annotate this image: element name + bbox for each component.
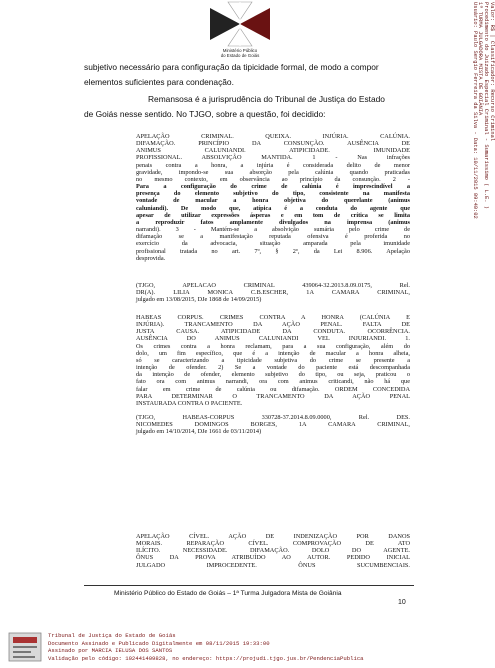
citation-line: julgado em 13/08/2015, DJe 1868 de 14/09/2015) — [136, 296, 262, 304]
stamp-line-3: 1ª TURMA JULGADORA MISTA DE GOIÂNIA — [477, 2, 484, 116]
quote-block-1 — [136, 133, 410, 262]
quote-line: AUSÊNCIA DO ANIMUS CALUNIANDI VEL INJURIANDI. 1. — [136, 335, 410, 343]
quote-line: JUSTA CAUSA. ATIPICIDADE DA CONDUTA. OCORRÊNCIA. — [136, 328, 410, 336]
quote-line: MORAIS. REPARAÇÃO CÍVEL. COMPROVAÇÃO DE ATO — [136, 540, 410, 548]
quote-line: ANIMUS CALUNIANDI. ATIPICIDADE. IMUNIDADE — [136, 147, 410, 155]
logo-caption-line1: Ministério Público — [222, 48, 258, 53]
quote-line: APELAÇÃO CÍVEL. AÇÃO DE INDENIZAÇÃO POR DANOS — [136, 533, 410, 540]
citation-line: (TJGO, APELACAO CRIMINAL 439064-32.2013.8.09.0175, Rel. — [136, 282, 410, 289]
signature-line-4: Validação pelo código: 102441409828, no endereço: https://projudi.tjgo.jus.br/PendenciaPublica — [48, 654, 364, 662]
quote-line: Os crimes contra a honra reclamam, para a sua configuração, além do — [136, 342, 410, 350]
quote-line: DIFAMAÇÃO. PRINCÍPIO DA CONSUNÇÃO. AUSÊNCIA DE — [136, 140, 410, 148]
quote-line: presença do elemento subjetivo do tipo, consistente na manifesta — [136, 190, 410, 198]
intro-line-1: subjetivo necessário para configuração da tipicidade formal, de modo a compor — [84, 62, 379, 72]
quote-line: JULGADO IMPROCEDENTE. ÔNUS SUCUMBENCIAIS. — [136, 561, 410, 569]
quote-line: HABEAS CORPUS. CRIMES CONTRA A HONRA (CALÚNIA E — [136, 314, 410, 321]
quote-line: PARA DETERMINAR O TRANCAMENTO DA AÇÃO PENAL — [136, 392, 410, 400]
quote-line: dolo, um fim específico, que é a intenção de macular a honra alheia, — [136, 349, 410, 357]
logo-caption-line2: do Estado de Goiás — [220, 53, 260, 58]
quote-line: apesar de utilizar expressões ásperas e em tom de crítica se limita — [136, 211, 410, 219]
signature-line-3: Assinado por MARCIA IELUSA DOS SANTOS — [48, 647, 173, 655]
vertical-stamp — [471, 2, 495, 322]
citation-line: (TJGO, HABEAS-CORPUS 330728-37.2014.8.09.0000, Rel. DES. — [136, 414, 410, 422]
ministerio-publico-logo — [204, 2, 276, 46]
intro-line-3: Remansosa é a jurisprudência do Tribunal de Justiça do Estado — [148, 94, 385, 104]
quote-line: caluniandi). De modo que, atípica é a conduta do agente que — [136, 204, 410, 212]
spacer — [136, 407, 410, 414]
quote-block-3 — [136, 533, 410, 569]
quote-line: vontade de macular a honra objetiva do querelante (animus — [136, 197, 410, 205]
quote-line: narrandi). 3 - Mantém-se a absolvição sumária pelo crime de — [136, 226, 410, 234]
footer-text: Ministério Público do Estado de Goiás – 1ª Turma Julgadora Mista de Goiânia — [114, 590, 342, 597]
quote-line: a reproduzir fatos amplamente divulgados na imprensa (animus — [136, 218, 410, 226]
quote-line: só se caracterizando a tipicidade subjetiva do crime se presente a — [136, 356, 410, 364]
quote-line: Para a configuração do crime de calúnia é imprescindível a — [136, 183, 410, 191]
page-number: 10 — [398, 599, 406, 606]
logo-caption — [204, 48, 276, 58]
signature-line-1: Tribunal de Justiça do Estado de Goiás — [48, 632, 176, 639]
quote-line: penais contra a honra, a injúria é considerada delito de menor — [136, 161, 410, 169]
quote-line: exercício da advocacia, situação amparada pela imunidade — [136, 240, 410, 248]
stamp-line-4: Usuário: Paulo Sergio Ferreira da Silva - Data: 10/11/2015 09:40:02 — [471, 2, 478, 219]
quote-line: APELAÇÃO CRIMINAL. QUEIXA. INJÚRIA. CALÚNIA. — [136, 133, 410, 140]
quote-line: no mesmo contexto, em observância ao princípio da consunção. 2 - — [136, 175, 410, 183]
citation-line: NICOMEDES DOMINGOS BORGES, 1A CAMARA CRIMINAL, — [136, 421, 410, 429]
quote-line: profissional tratada no art. 7º, § 2º, da Lei 8.906. Apelação — [136, 247, 410, 255]
footer-divider — [84, 585, 414, 586]
intro-line-2: elementos suficientes para condenação. — [84, 77, 234, 87]
quote-line: falar em crime de calúnia ou difamação. ORDEM CONCEDIDA — [136, 385, 410, 393]
quote-line: ILÍCITO. NECESSIDADE. DIFAMAÇÃO. DOLO DO AGENTE. — [136, 547, 410, 555]
quote-line: difamação se a manifestação reputada ofensiva é proferida no — [136, 233, 410, 241]
intro-line-4: de Goiás nesse sentido. No TJGO, sobre a questão, foi decidido: — [84, 109, 326, 119]
digital-signature-bar — [0, 628, 494, 668]
citation-line: julgado em 14/10/2014, DJe 1661 de 03/11/2014) — [136, 428, 262, 436]
citation-line: DR(A). LILIA MONICA C.B.ESCHER, 1A CAMARA CRIMINAL, — [136, 289, 410, 297]
quote-block-2 — [136, 314, 410, 436]
quote-line: da intenção de ofender, elemento subjetivo do tipo, ou seja, praticou o — [136, 371, 410, 379]
quote-line: INSTAURADA CONTRA O PACIENTE. — [136, 399, 243, 407]
stamp-line-1: Valor: R$ | Classificador: Recurso Criminal — [489, 2, 495, 142]
quote-line: ÔNUS DA PROVA ATRIBUÍDO AO AUTOR. PEDIDO INICIAL — [136, 554, 410, 562]
quote-line: gravidade, impondo-se sua absorção pela calúnia quando praticadas — [136, 168, 410, 176]
quote-line: PROFISSIONAL. ABSOLVIÇÃO MANTIDA. 1 - Nas infrações — [136, 154, 410, 162]
quote-line: intenção de ofender. 2) Se a vontade do paciente está descompanhada — [136, 364, 410, 372]
stamp-line-2: Procedimento do Juizado Especial Criminal - Sumaríssimo ( L.E. ) — [483, 2, 490, 210]
citation-1 — [136, 282, 410, 303]
quote-line: INJÚRIA). TRANCAMENTO DA AÇÃO PENAL. FALTA DE — [136, 321, 410, 329]
seal-icon — [8, 632, 42, 662]
signature-line-2: Documento Assinado e Publicado Digitalmente em 08/11/2015 19:33:00 — [48, 639, 270, 647]
quote-line: fato ora com animus narrandi, ora com animus criticandi, não há que — [136, 378, 410, 386]
quote-line: desprovida. — [136, 254, 166, 262]
